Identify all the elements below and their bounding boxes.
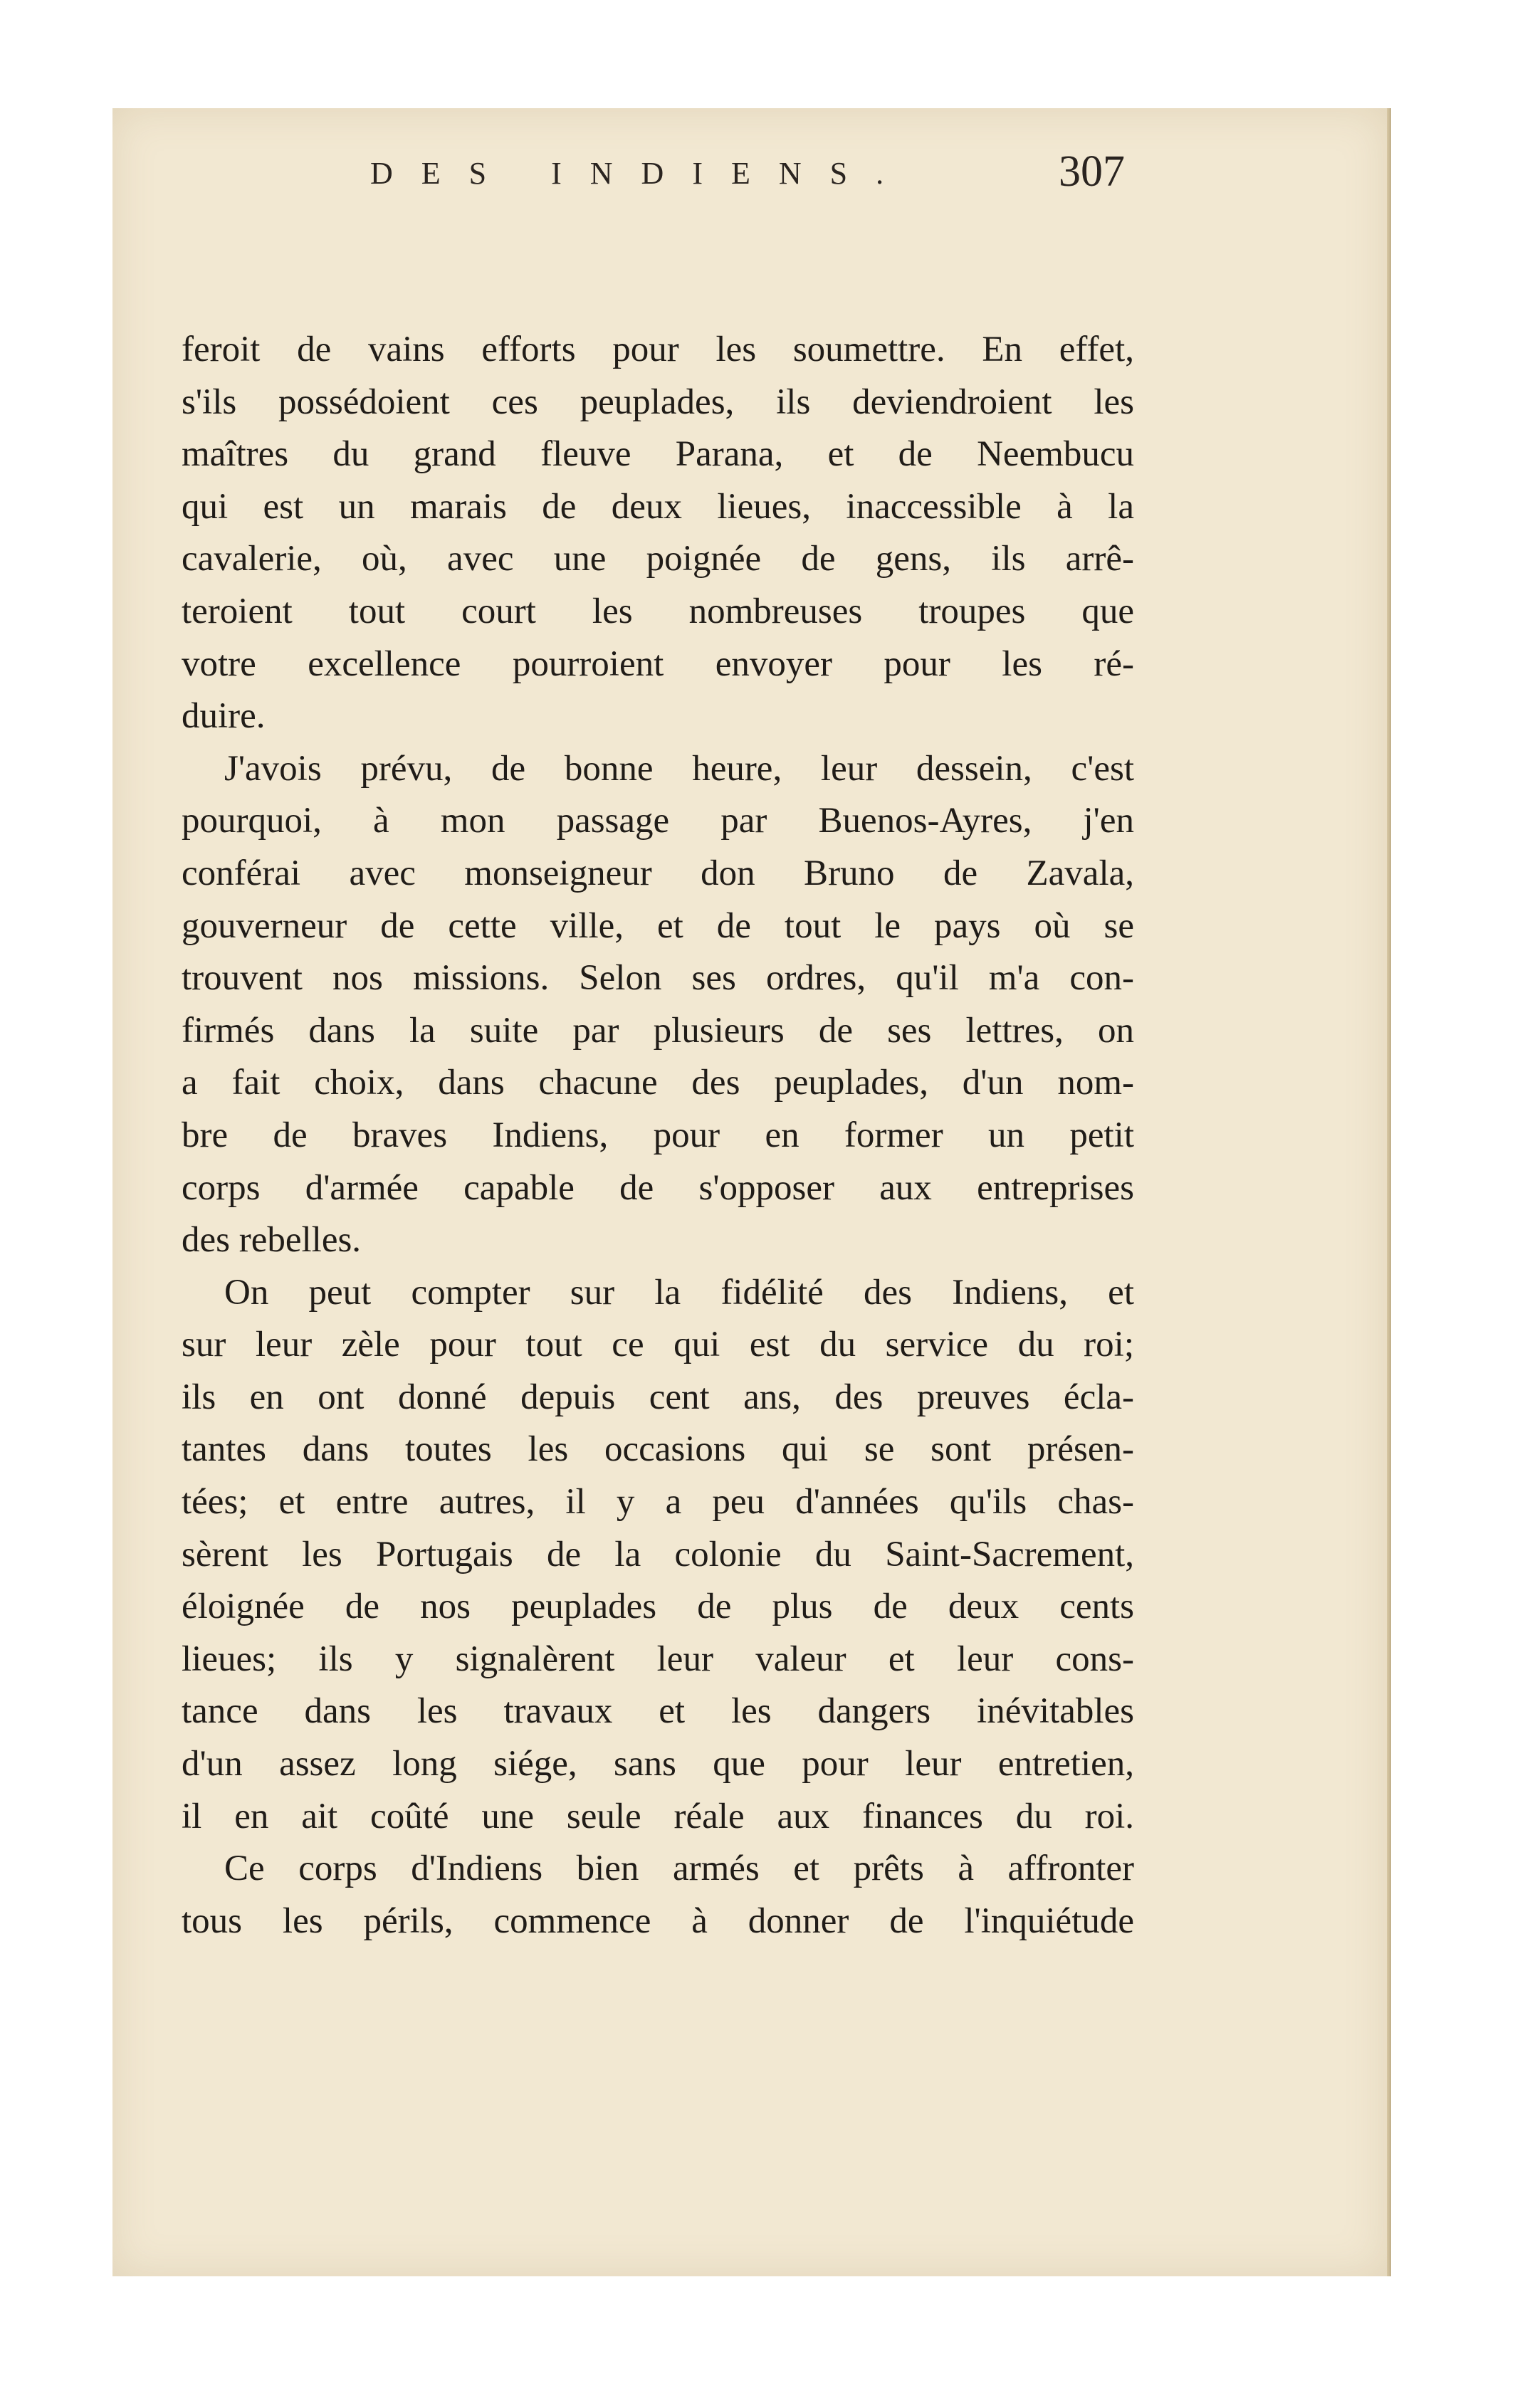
text-line: des rebelles. — [182, 1220, 362, 1261]
running-head — [370, 147, 1125, 204]
text-line: qui est un marais de deux lieues, inaccessible à la — [182, 486, 1134, 527]
text-line: il en ait coûté une seule réale aux finances du roi. — [182, 1796, 1134, 1836]
text-line: a fait choix, dans chacune des peuplades, d'un nom- — [182, 1063, 1134, 1103]
text-line: bre de braves Indiens, pour en former un petit — [182, 1115, 1134, 1155]
text-line: On peut compter sur la fidélité des Indiens, et — [224, 1272, 1134, 1313]
text-line: teroient tout court les nombreuses troupes que — [182, 591, 1134, 631]
text-line: pourquoi, à mon passage par Buenos-Ayres, j'en — [182, 801, 1134, 841]
text-line: lieues; ils y signalèrent leur valeur et leur cons- — [182, 1639, 1134, 1679]
page-edge-shadow — [1387, 108, 1391, 2276]
running-head-title: DES INDIENS. — [370, 156, 913, 191]
text-line: corps d'armée capable de s'opposer aux entreprises — [182, 1167, 1134, 1208]
text-line: gouverneur de cette ville, et de tout le pays où se — [182, 905, 1134, 946]
text-line: tées; et entre autres, il y a peu d'années qu'ils chas- — [182, 1482, 1134, 1523]
text-line: cavalerie, où, avec une poignée de gens, ils arrê- — [182, 539, 1134, 579]
text-line: duire. — [182, 696, 266, 737]
text-line: conférai avec monseigneur don Bruno de Zavala, — [182, 853, 1134, 893]
text-line: tance dans les travaux et les dangers inévitables — [182, 1691, 1134, 1732]
text-line: ils en ont donné depuis cent ans, des preuves écla- — [182, 1377, 1134, 1417]
text-line: éloignée de nos peuplades de plus de deux cents — [182, 1587, 1134, 1627]
text-line: tantes dans toutes les occasions qui se sont présen- — [182, 1429, 1134, 1470]
text-line: firmés dans la suite par plusieurs de ses lettres, on — [182, 1010, 1134, 1051]
body-text — [182, 324, 1134, 1947]
text-line: sèrent les Portugais de la colonie du Saint-Sacrement, — [182, 1534, 1134, 1574]
text-line: sur leur zèle pour tout ce qui est du service du roi; — [182, 1325, 1134, 1365]
text-line: J'avois prévu, de bonne heure, leur dessein, c'est — [224, 748, 1134, 789]
page-number: 307 — [1059, 147, 1125, 196]
text-line: feroit de vains efforts pour les soumettre. En effet, — [182, 330, 1134, 369]
text-line: s'ils possédoient ces peuplades, ils deviendroient les — [182, 382, 1134, 422]
text-line: tous les périls, commence à donner de l'inquiétude — [182, 1900, 1134, 1941]
text-line: Ce corps d'Indiens bien armés et prêts à affronter — [224, 1849, 1134, 1889]
text-line: votre excellence pourroient envoyer pour les ré- — [182, 643, 1134, 684]
text-line: trouvent nos missions. Selon ses ordres, qu'il m'a con- — [182, 958, 1134, 999]
text-line: maîtres du grand fleuve Parana, et de Neembucu — [182, 434, 1134, 475]
text-line: d'un assez long siége, sans que pour leur entretien, — [182, 1744, 1134, 1784]
